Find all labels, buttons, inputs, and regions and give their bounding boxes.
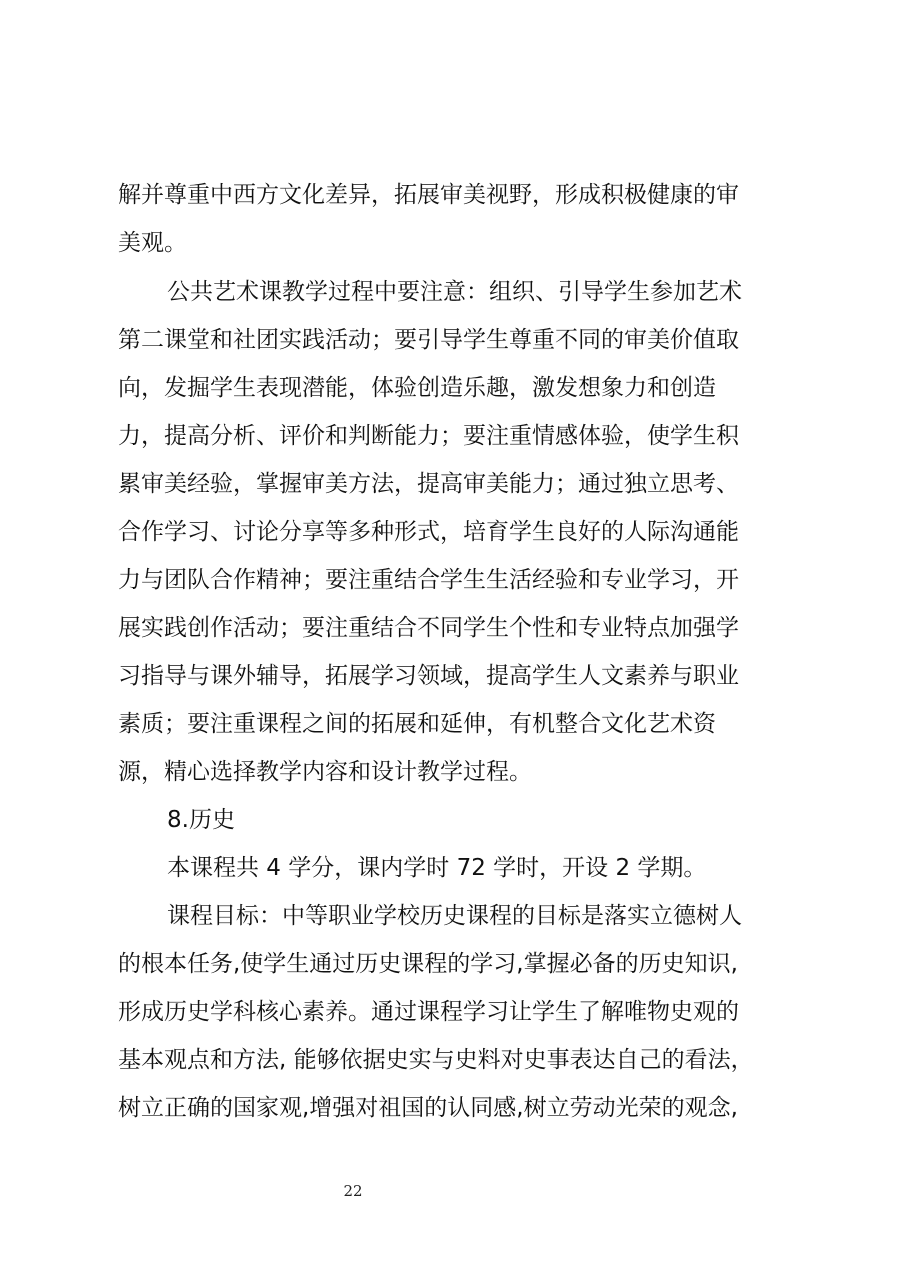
course-objective-start: 课程目标：中等职业学校历史课程的目标是落实立德树人 — [167, 903, 742, 929]
text-line-11: 习指导与课外辅导，拓展学习领域，提高学生人文素养与职业 — [118, 663, 739, 689]
text-line-4: 第二课堂和社团实践活动；要引导学生尊重不同的审美价值取 — [118, 327, 739, 353]
text-line-6: 力，提高分析、评价和判断能力；要注重情感体验，使学生积 — [118, 423, 739, 449]
text-line-7: 累审美经验，掌握审美方法，提高审美能力；通过独立思考、 — [118, 471, 739, 497]
text-line-19: 基本观点和方法, 能够依据史实与史料对史事表达自己的看法， — [118, 1047, 754, 1073]
paragraph-start-art-teaching: 公共艺术课教学过程中要注意：组织、引导学生参加艺术 — [167, 279, 742, 305]
text-line-13: 源，精心选择教学内容和设计教学过程。 — [118, 759, 532, 785]
text-line-12: 素质；要注重课程之间的拓展和延伸，有机整合文化艺术资 — [118, 711, 716, 737]
text-line-20: 树立正确的国家观,增强对祖国的认同感,树立劳动光荣的观念, — [118, 1095, 738, 1121]
text-line-8: 合作学习、讨论分享等多种形式，培育学生良好的人际沟通能 — [118, 519, 739, 545]
text-line-1: 解并尊重中西方文化差异，拓展审美视野，形成积极健康的审 — [118, 182, 739, 208]
text-line-17: 的根本任务,使学生通过历史课程的学习,掌握必备的历史知识, — [118, 951, 738, 977]
text-line-10: 展实践创作活动；要注重结合不同学生个性和专业特点加强学 — [118, 615, 739, 641]
text-line-18: 形成历史学科核心素养。通过课程学习让学生了解唯物史观的 — [118, 999, 739, 1025]
text-line-9: 力与团队合作精神；要注重结合学生生活经验和专业学习，开 — [118, 567, 739, 593]
page-number: 22 — [343, 1182, 363, 1200]
text-line-2: 美观。 — [118, 230, 187, 256]
text-line-5: 向，发掘学生表现潜能，体验创造乐趣，激发想象力和创造 — [118, 375, 716, 401]
section-heading-history: 8.历史 — [167, 807, 235, 833]
course-credit-line: 本课程共 4 学分，课内学时 72 学时，开设 2 学期。 — [167, 855, 707, 881]
